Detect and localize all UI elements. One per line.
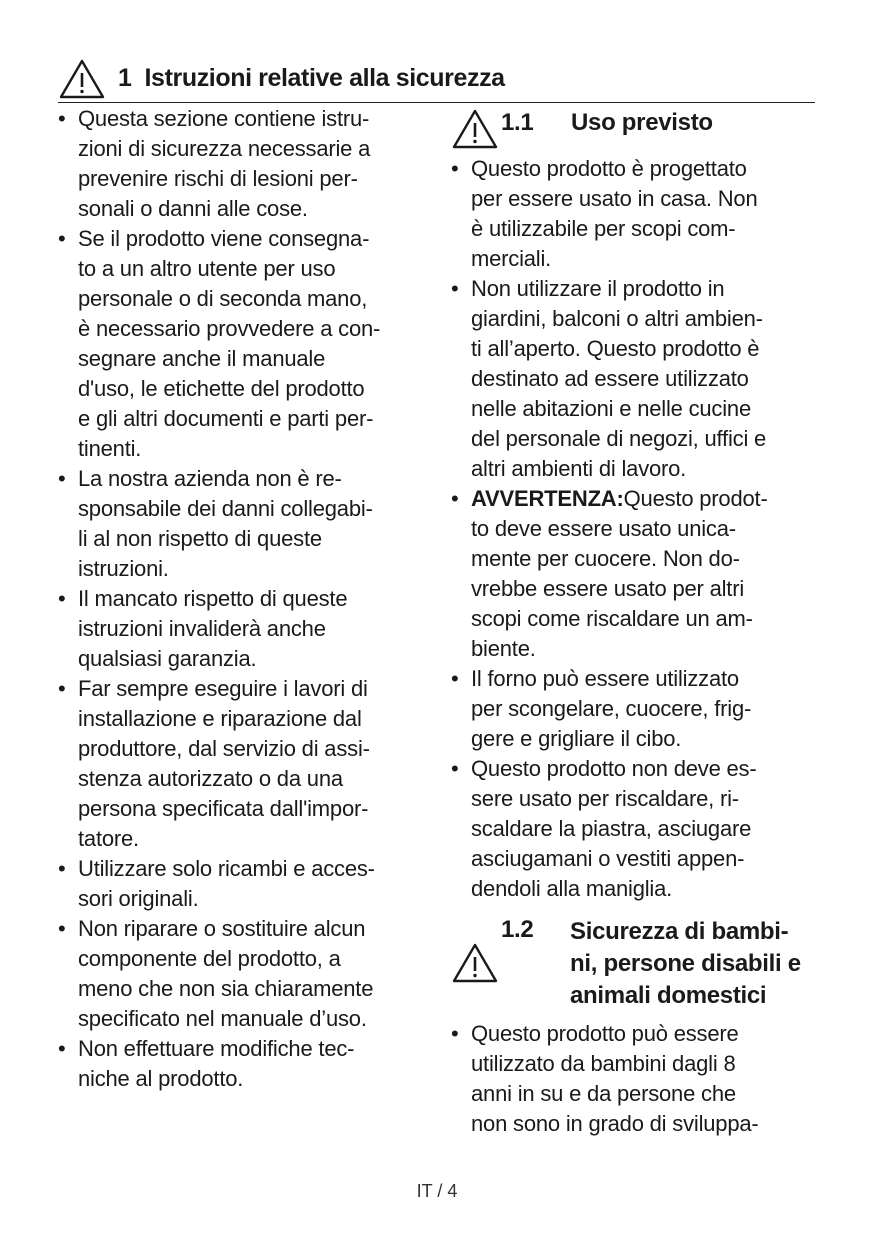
bullet-icon: • — [58, 1036, 66, 1061]
list-item: • Utilizzare solo ricambi e acces- sori originali. — [58, 856, 375, 911]
section-number: 1 — [118, 64, 132, 92]
list-item: • Non effettuare modifiche tec- niche al prodotto. — [58, 1036, 355, 1091]
safety-list — [56, 104, 426, 1094]
section-heading — [501, 109, 713, 137]
bullet-icon: • — [58, 586, 66, 611]
bullet-icon: • — [451, 666, 459, 691]
list-item: • Non riparare o sostituire alcun componente del prodotto, a meno che non sia chiaramente specificato nel manuale d’uso. — [58, 916, 374, 1031]
list-item: • AVVERTENZA:Questo prodot- to deve essere usato unica- mente per cuocere. Non do- vrebbe essere usato per altri scopi come riscaldare un am- biente. — [451, 486, 768, 661]
warning-triangle-icon — [451, 108, 499, 150]
bullet-icon: • — [451, 1021, 459, 1046]
left-column — [56, 104, 426, 1094]
bullet-icon: • — [58, 916, 66, 941]
bullet-icon: • — [58, 226, 66, 251]
title-divider — [58, 102, 815, 103]
list-item: • Il mancato rispetto di queste istruzioni invaliderà anche qualsiasi garanzia. — [58, 586, 348, 671]
list-item: • Questa sezione contiene istru- zioni di sicurezza necessarie a prevenire rischi di lesioni per- sonali o danni alle cose. — [58, 106, 371, 221]
bullet-icon: • — [451, 756, 459, 781]
bullet-icon: • — [451, 156, 459, 181]
warning-triangle-icon — [58, 58, 106, 100]
list-item: • La nostra azienda non è re- sponsabile dei danni collegabi- li al non rispetto di queste istruzioni. — [58, 466, 373, 581]
section-title: Sicurezza di bambi- ni, persone disabili e animali domestici — [570, 918, 801, 1009]
warning-triangle-icon — [451, 942, 499, 984]
list-item: • Far sempre eseguire i lavori di installazione e riparazione dal produttore, dal servizio di assi- stenza autorizzato o da una persona specificata dall'impor- tatore. — [58, 676, 370, 851]
bullet-icon: • — [451, 486, 459, 511]
section-title: Uso previsto — [571, 109, 713, 136]
bullet-icon: • — [58, 106, 66, 131]
child-safety-list — [449, 1019, 817, 1139]
list-item: • Se il prodotto viene consegna- to a un altro utente per uso personale o di seconda mano, è necessario provvedere a con- segnare anche il manuale d'uso, le etichette del prodotto e gli altri documenti e parti per- tinenti. — [58, 226, 381, 461]
bullet-icon: • — [58, 466, 66, 491]
list-item: • Questo prodotto non deve es- sere usato per riscaldare, ri- scaldare la piastra, asciugare asciugamani o vestiti appen- dendoli alla maniglia. — [451, 756, 757, 901]
bullet-icon: • — [58, 856, 66, 881]
list-item: • Questo prodotto può essere utilizzato da bambini dagli 8 anni in su e da persone che non sono in grado di sviluppa- — [451, 1021, 759, 1136]
intended-use-list — [449, 154, 817, 904]
page-number: IT / 4 — [416, 1181, 458, 1201]
section-number: 1.1 — [501, 109, 534, 136]
page-title — [118, 64, 505, 93]
section-number: 1.2 — [501, 916, 534, 943]
right-column — [449, 104, 817, 1174]
section-title: Istruzioni relative alla sicurezza — [144, 64, 505, 92]
bullet-icon: • — [451, 276, 459, 301]
bullet-icon: • — [58, 676, 66, 701]
list-item: • Il forno può essere utilizzato per scongelare, cuocere, frig- gere e grigliare il cibo. — [451, 666, 752, 751]
list-item: • Questo prodotto è progettato per essere usato in casa. Non è utilizzabile per scopi com- merciali. — [451, 156, 758, 271]
list-item: • Non utilizzare il prodotto in giardini, balconi o altri ambien- ti all’aperto. Questo prodotto è destinato ad essere utilizzato nelle abitazioni e nelle cucine del personale di negozi, uffici e altri ambienti di lavoro. — [451, 276, 767, 481]
warning-label: AVVERTENZA: — [471, 486, 624, 511]
